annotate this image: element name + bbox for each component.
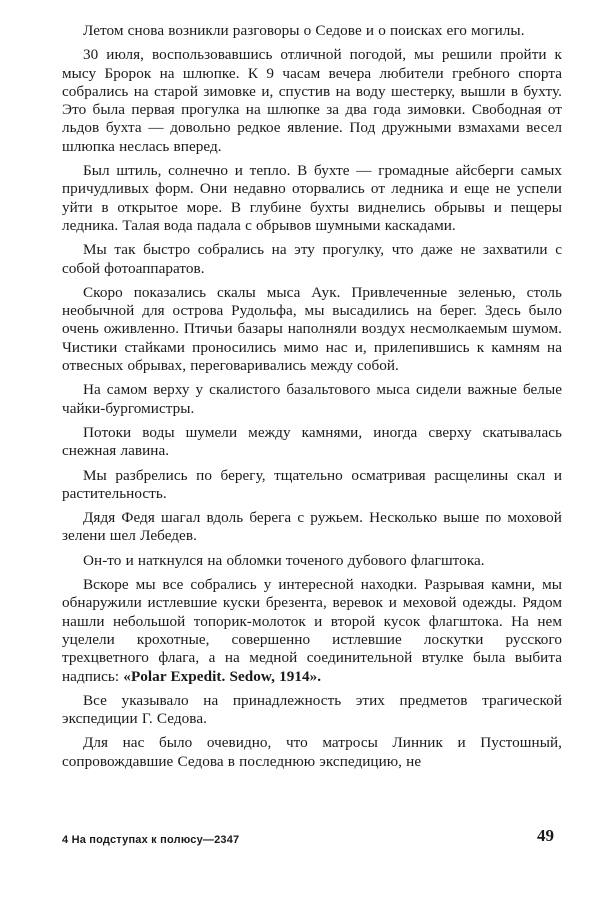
paragraph-text: Вскоре мы все собрались у интересной находки. Разрывая камни, мы обнаружили истлевшие куски брезента, веревок и меховой одежды. Рядом нашли небольшой топорик-молоток и второй кусок флагштока. На нем уцелели крохотные, совершенно истлевшие лоскутки русского трехцветного флага, а на медной соединительной втулке была выбита надпись: bbox=[62, 576, 562, 685]
paragraph: Он-то и наткнулся на обломки точеного дубового флагштока. bbox=[83, 551, 485, 569]
paragraph: Дядя Федя шагал вдоль берега с ружьем. Несколько выше по моховой зелени шел Лебедев. bbox=[62, 509, 562, 545]
paragraph: На самом верху у скалистого базальтового мыса сидели важные белые чайки-бургомистры. bbox=[62, 381, 562, 417]
flag-inscription: «Polar Expedit. Sedow, 1914». bbox=[123, 667, 322, 685]
paragraph: Потоки воды шумели между камнями, иногда сверху скатывалась снежная лавина. bbox=[62, 423, 562, 460]
paragraph: Скоро показались скалы мыса Аук. Привлеченные зеленью, столь необычной для острова Рудольфа, мы высадились на берег. Здесь было очень оживленно. Птичьи базары наполняли воздух несмолкаемым шумом. Чистики стайками проносились мимо нас и, прилепившись к камням на отвесных обрывах, переговаривались между собой. bbox=[62, 283, 562, 375]
paragraph: Летом снова возникли разговоры о Седове и о поисках его могилы. bbox=[83, 22, 525, 39]
paragraph: Мы разбрелись по берегу, тщательно осматривая расщелины скал и растительность. bbox=[62, 466, 562, 502]
printer-signature: 4 На подступах к полюсу—2347 bbox=[62, 834, 240, 846]
paragraph: Для нас было очевидно, что матросы Линник и Пустошный, сопровождавшие Седова в последнюю экспедицию, не bbox=[62, 734, 562, 770]
page-number: 49 bbox=[537, 826, 554, 845]
paragraph: Был штиль, солнечно и тепло. В бухте — громадные айсберги самых причудливых форм. Они недавно оторвались от ледника и еще не успели уйти в открытое море. В глубине бухты виднелись обрывы и пещеры ледника. Талая вода падала с обрывов шумными каскадами. bbox=[62, 162, 562, 234]
paragraph-with-inscription bbox=[62, 576, 562, 686]
body-text bbox=[62, 22, 562, 777]
page-footer bbox=[62, 822, 562, 852]
paragraph: 30 июля, воспользовавшись отличной погодой, мы решили пройти к мысу Бророк на шлюпке. К 9 часам вечера любители гребного спорта собрались на старой зимовке и, спустив на воду шестерку, вышли в бухту. Это была первая прогулка на шлюпке за два года зимовки. Свободная от льдов бухта — довольно редкое явление. Под дружными взмахами весел шлюпка неслась вперед. bbox=[62, 46, 562, 155]
paragraph: Все указывало на принадлежность этих предметов трагической экспедиции Г. Седова. bbox=[62, 691, 562, 728]
paragraph: Мы так быстро собрались на эту прогулку, что даже не захватили с собой фотоаппаратов. bbox=[62, 241, 562, 277]
